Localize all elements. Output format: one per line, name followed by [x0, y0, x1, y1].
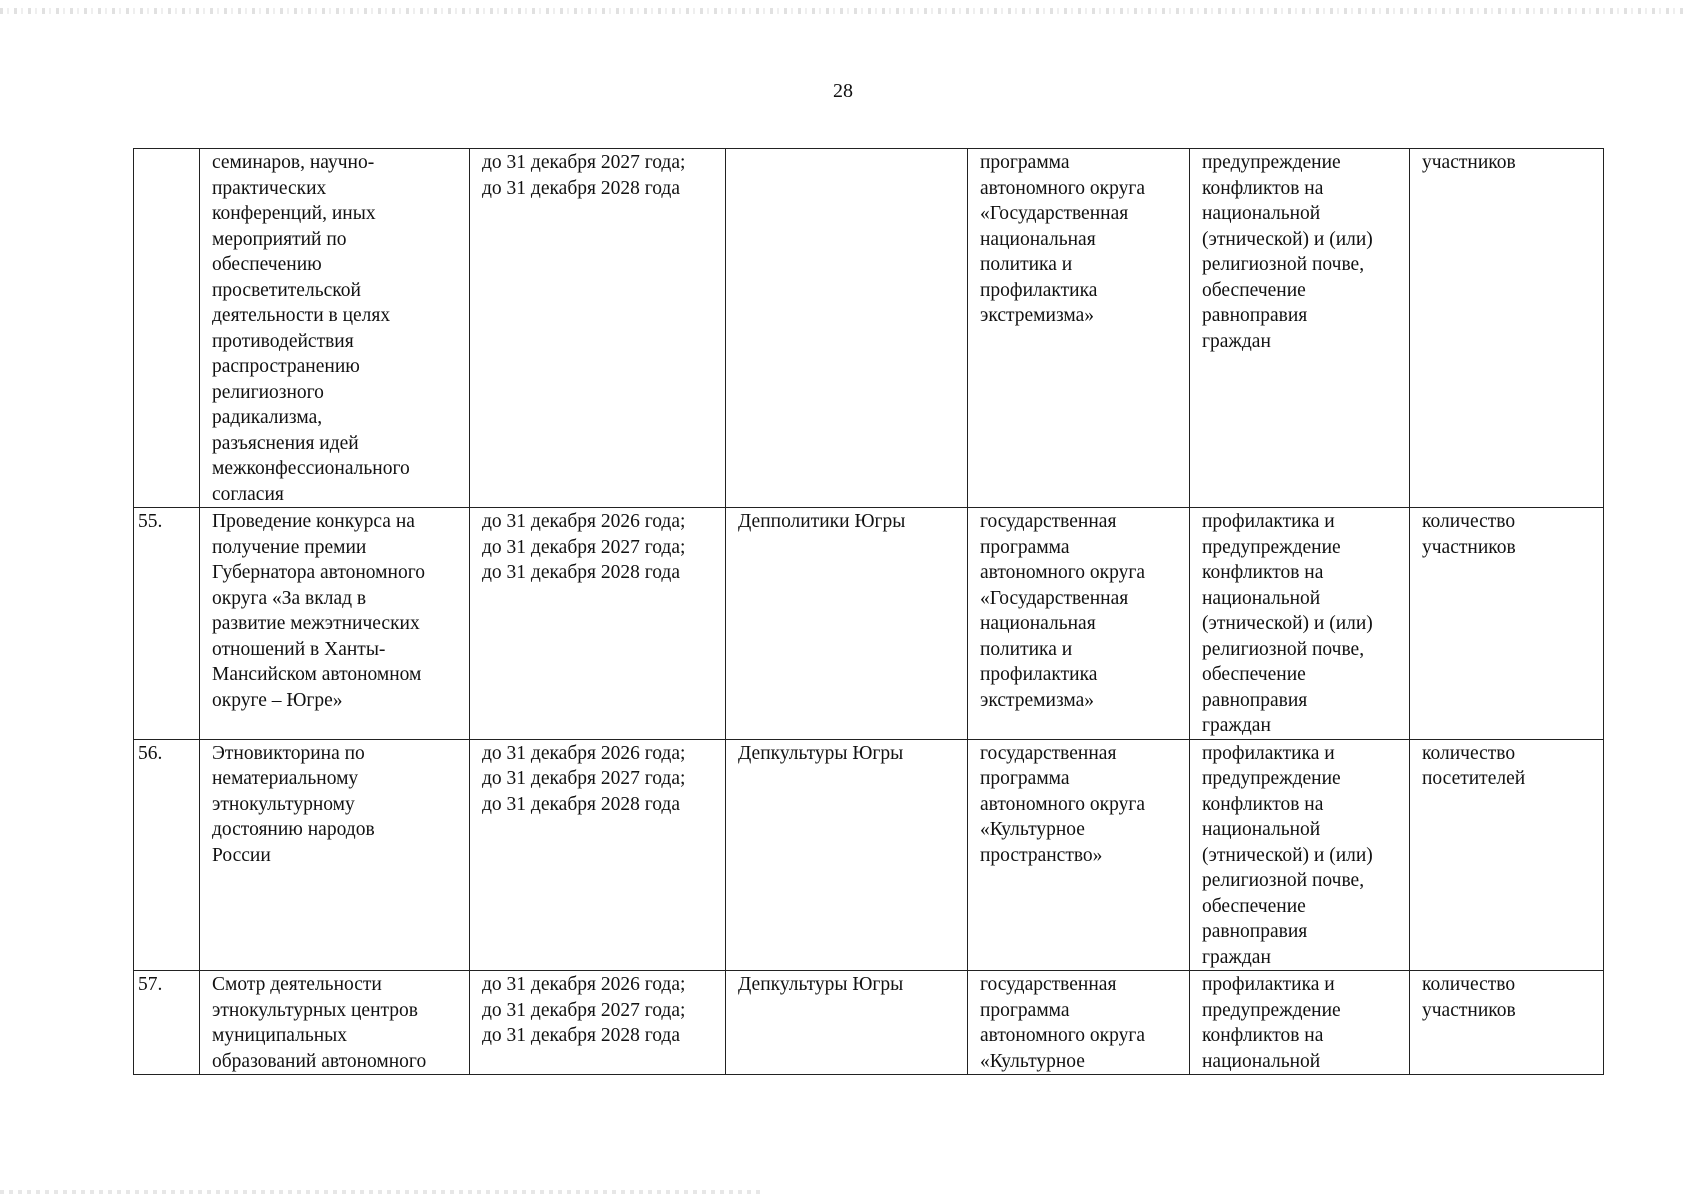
executor-text: Депкультуры Югры: [738, 974, 904, 995]
program-text: программа автономного округа «Государственная национальная политика и профилактика экстремизма»: [980, 152, 1145, 326]
row-number-cell: [134, 971, 200, 1075]
executor-cell: [726, 971, 968, 1075]
scan-edge-top: [0, 8, 1686, 14]
row-number: 56.: [138, 742, 163, 764]
event-cell: [200, 739, 470, 971]
goal-text: предупреждение конфликтов на национальной (этнической) и (или) религиозной почве, обеспечение равноправия граждан: [1202, 152, 1373, 352]
program-cell: [968, 149, 1190, 508]
executor-cell: [726, 739, 968, 971]
executor-text: Депполитики Югры: [738, 511, 906, 532]
table-row: [134, 508, 1604, 740]
row-number-cell: [134, 508, 200, 740]
executor-cell: [726, 149, 968, 508]
table-row: [134, 971, 1604, 1075]
program-cell: [968, 739, 1190, 971]
indicator-text: количество участников: [1422, 511, 1516, 558]
indicator-cell: [1410, 739, 1604, 971]
goal-cell: [1190, 739, 1410, 971]
goal-cell: [1190, 971, 1410, 1075]
goal-cell: [1190, 508, 1410, 740]
page-number: 28: [833, 80, 853, 102]
indicator-cell: [1410, 508, 1604, 740]
deadline-text: до 31 декабря 2026 года; до 31 декабря 2027 года; до 31 декабря 2028 года: [482, 511, 686, 583]
scan-edge-bottom: [0, 1190, 760, 1194]
indicator-cell: [1410, 149, 1604, 508]
event-text: Проведение конкурса на получение премии Губернатора автономного округа «За вклад в развитие межэтнических отношений в Ханты- Мансийском автономном округе – Югре»: [212, 511, 425, 711]
executor-text: Депкультуры Югры: [738, 742, 904, 764]
program-text: государственная программа автономного округа «Культурное пространство»: [980, 742, 1145, 866]
indicator-cell: [1410, 971, 1604, 1075]
program-cell: [968, 508, 1190, 740]
deadline-cell: [470, 149, 726, 508]
deadline-text: до 31 декабря 2026 года; до 31 декабря 2027 года; до 31 декабря 2028 года: [482, 974, 686, 1046]
table-row: [134, 739, 1604, 971]
program-cell: [968, 971, 1190, 1075]
program-text: государственная программа автономного округа «Культурное: [980, 974, 1145, 1072]
executor-cell: [726, 508, 968, 740]
program-text: государственная программа автономного округа «Государственная национальная политика и профилактика экстремизма»: [980, 511, 1145, 711]
deadline-text: до 31 декабря 2026 года; до 31 декабря 2027 года; до 31 декабря 2028 года: [482, 742, 686, 815]
indicator-text: количество посетителей: [1422, 742, 1526, 789]
event-cell: [200, 971, 470, 1075]
indicator-text: количество участников: [1422, 974, 1516, 1021]
event-cell: [200, 508, 470, 740]
deadline-cell: [470, 971, 726, 1075]
goal-text: профилактика и предупреждение конфликтов на национальной (этнической) и (или) религиозной почве, обеспечение равноправия граждан: [1202, 742, 1373, 968]
table-row: [134, 149, 1604, 508]
deadline-text: до 31 декабря 2027 года; до 31 декабря 2028 года: [482, 152, 686, 199]
deadline-cell: [470, 508, 726, 740]
event-text: семинаров, научно- практических конференций, иных мероприятий по обеспечению просветительской деятельности в целях противодействия распространению религиозного радикализма, разъяснения идей межконфессионального согласия: [212, 152, 410, 505]
row-number-cell: [134, 739, 200, 971]
goal-text: профилактика и предупреждение конфликтов на национальной: [1202, 974, 1341, 1072]
indicator-text: участников: [1422, 152, 1516, 173]
row-number-cell: [134, 149, 200, 508]
goal-cell: [1190, 149, 1410, 508]
measures-table: [133, 148, 1604, 1075]
event-cell: [200, 149, 470, 508]
row-number: 57.: [138, 974, 163, 995]
goal-text: профилактика и предупреждение конфликтов на национальной (этнической) и (или) религиозной почве, обеспечение равноправия граждан: [1202, 511, 1373, 736]
event-text: Этновикторина по нематериальному этнокультурному достоянию народов России: [212, 742, 375, 866]
deadline-cell: [470, 739, 726, 971]
row-number: 55.: [138, 511, 163, 532]
event-text: Смотр деятельности этнокультурных центров муниципальных образований автономного: [212, 974, 427, 1072]
